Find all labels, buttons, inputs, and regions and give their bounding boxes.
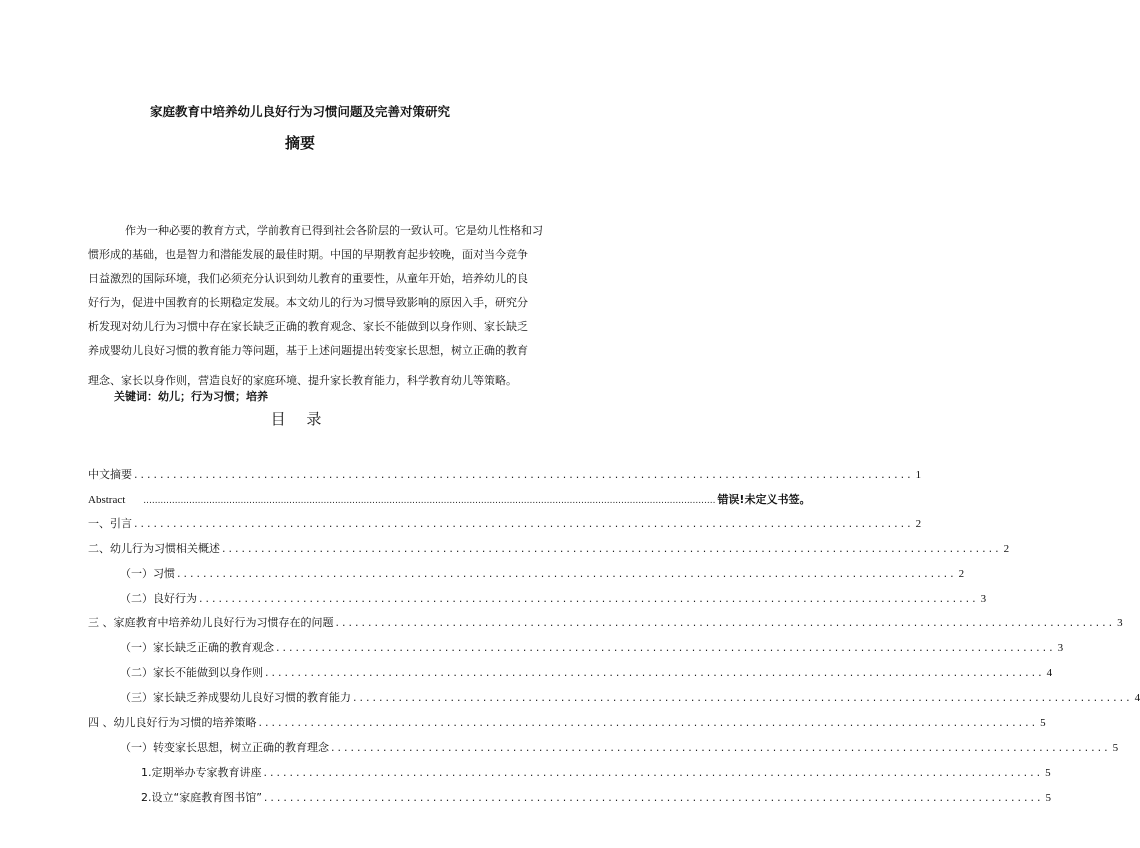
toc-entry-page: 3 [980,593,987,605]
toc-entry-page: 2 [1003,543,1010,555]
toc-entry-label: （一）家长缺乏正确的教育观念 [120,641,274,654]
toc-entry[interactable] [120,590,987,606]
toc-entry-page: 5 [1040,717,1046,729]
abstract-line-4: 好行为，促进中国教育的长期稳定发展。本文幼儿的行为习惯导致影响的原因入手，研究分 [88,296,528,309]
toc-entry-label: （一）习惯 [120,567,175,580]
toc-leader: ........................................................................................................................ [263,791,1044,804]
toc-entry-label: （二）家长不能做到以身作则 [120,666,263,679]
toc-entry[interactable] [88,614,1123,630]
toc-heading: 目 录 [270,410,330,428]
toc-entry-page: 4 [1134,692,1140,704]
toc-entry[interactable] [141,789,1051,805]
toc-entry-label: （一）转变家长思想，树立正确的教育理念 [120,741,329,754]
toc-leader: ........................................................................................................................ [222,542,1002,555]
toc-entry-page: 错误!未定义书签。 [717,493,811,506]
toc-entry-label: 一、引言 [88,517,132,530]
toc-entry-page: 2 [958,568,965,580]
toc-entry-label: （三）家长缺乏养成婴幼儿良好习惯的教育能力 [120,691,351,704]
toc-entry-page: 5 [1112,742,1119,754]
toc-entry-label: 三 、家庭教育中培养幼儿良好行为习惯存在的问题 [88,616,334,629]
toc-entry[interactable] [88,491,811,507]
toc-entry-label: （二）良好行为 [120,592,197,605]
toc-entry-label: 四 、幼儿良好行为习惯的培养策略 [88,716,257,729]
toc-entry-page: 3 [1117,617,1123,629]
toc-entry-page: 4 [1046,667,1053,679]
toc-entry[interactable] [120,739,1119,755]
toc-leader: ........................................................................................................................ [177,567,957,580]
toc-entry-page: 1 [915,469,922,481]
toc-leader: ........................................................................................................................ [331,741,1111,754]
toc-leader: ........................................................................................................................ [335,616,1116,629]
toc-leader: ........................................................................................................................ [263,766,1044,779]
toc-entry-page: 5 [1045,767,1051,779]
abstract-line-7: 理念、家长以身作则，营造良好的家庭环境、提升家长教育能力，科学教育幼儿等策略。 [88,374,517,387]
toc-leader: ........................................................................................................................ [199,592,979,605]
toc-entry-label: 2.设立“家庭教育图书馆” [141,791,262,804]
toc-entry[interactable] [88,540,1010,556]
toc-entry[interactable] [141,764,1051,780]
toc-leader: ........................................................................................................................................................................................................ [143,496,716,506]
abstract-line-6: 养成婴幼儿良好习惯的教育能力等问题，基于上述问题提出转变家长思想，树立正确的教育 [88,344,528,357]
toc-entry[interactable] [120,565,965,581]
abstract-heading: 摘要 [284,134,315,152]
toc-entry-label: 1.定期举办专家教育讲座 [141,766,262,779]
toc-entry-label: 二、幼儿行为习惯相关概述 [88,542,220,555]
toc-leader: ........................................................................................................................ [134,468,914,481]
keywords: 关键词：幼儿；行为习惯；培养 [114,390,268,403]
toc-entry[interactable] [88,714,1046,730]
toc-entry[interactable] [120,664,1053,680]
toc-leader: ........................................................................................................................ [265,666,1045,679]
toc-leader: ........................................................................................................................ [276,641,1056,654]
toc-entry-label: 中文摘要 [88,468,132,481]
toc-entry-page: 2 [915,518,922,530]
abstract-line-5: 析发现对幼儿行为习惯中存在家长缺乏正确的教育观念、家长不能做到以身作则、家长缺乏 [88,320,528,333]
abstract-line-3: 日益激烈的国际环境，我们必须充分认识到幼儿教育的重要性，从童年开始，培养幼儿的良 [88,272,528,285]
abstract-line-1: 作为一种必要的教育方式，学前教育已得到社会各阶层的一致认可。它是幼儿性格和习 [125,224,543,237]
toc-leader: ........................................................................................................................ [134,517,914,530]
toc-leader: ........................................................................................................................ [258,716,1039,729]
toc-entry[interactable] [120,639,1064,655]
toc-entry[interactable] [88,515,922,531]
toc-leader: ........................................................................................................................ [353,691,1133,704]
abstract-line-2: 惯形成的基础，也是智力和潜能发展的最佳时期。中国的早期教育起步较晚，面对当今竞争 [88,248,528,261]
toc-entry-page: 5 [1045,792,1051,804]
document-title: 家庭教育中培养幼儿良好行为习惯问题及完善对策研究 [149,104,450,119]
toc-entry[interactable] [120,689,1140,705]
toc-entry-label: Abstract [88,494,126,506]
toc-entry-page: 3 [1057,642,1064,654]
toc-entry[interactable] [88,466,922,482]
